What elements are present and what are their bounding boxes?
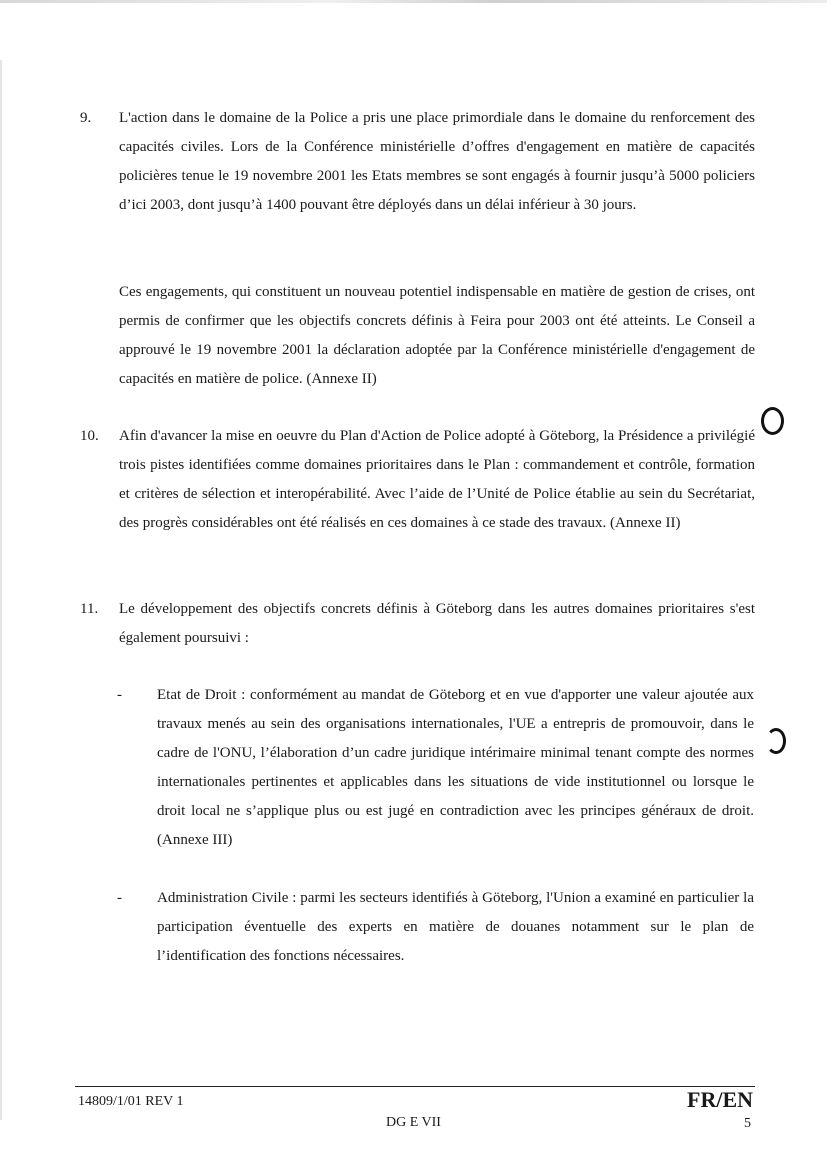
bullet-etat-de-droit-text: Etat de Droit : conformément au mandat de Göteborg et en vue d'apporter une valeur ajoutée aux travaux menés au sein des organisations internationales, l'UE a entrepris de promouvoir, dans le cadre de l'ONU, l’élaboration d’un cadre juridique intérimaire minimal tenant compte des normes internationales pertinentes et applicables dans les situations de vide institutionnel ou lorsque le droit local ne s’applique plus ou est jugé en contradiction avec les principes généraux de droit. (Annexe III) [157, 687, 754, 848]
paragraph-number-10: 10. [80, 428, 99, 444]
bullet-marker-etat-de-droit: - [117, 687, 122, 703]
punch-hole-mark [766, 728, 786, 754]
paragraph-9-continuation-text: Ces engagements, qui constituent un nouveau potentiel indispensable en matière de gestion de crises, ont permis de confirmer que les objectifs concrets définis à Feira pour 2003 ont été atteints. Le Conseil a approuvé le 19 novembre 2001 la déclaration adoptée par la Conférence ministérielle d'engagement de capacités en matière de police. (Annexe II) [119, 284, 755, 387]
paragraph-number-9: 9. [80, 110, 92, 126]
bullet-marker-administration-civile: - [117, 890, 122, 906]
footer-page-number: 5 [744, 1116, 751, 1131]
footer-language: FR/EN [687, 1087, 753, 1112]
footer-rule [75, 1086, 755, 1087]
paragraph-number-11: 11. [80, 601, 99, 617]
footer-doc-ref: 14809/1/01 REV 1 [78, 1094, 184, 1109]
scan-edge-left [0, 60, 2, 1120]
scan-edge-top [0, 0, 827, 3]
paragraph-10-text: Afin d'avancer la mise en oeuvre du Plan d'Action de Police adopté à Göteborg, la Présidence a privilégié trois pistes identifiées comme domaines prioritaires dans le Plan : commandement et contrôle, formation et critères de sélection et interopérabilité. Avec l’aide de l’Unité de Police établie au sein du Secrétariat, des progrès considérables ont été réalisés en ces domaines à ce stade des travaux. (Annexe II) [119, 428, 755, 531]
bullet-administration-civile-text: Administration Civile : parmi les secteurs identifiés à Göteborg, l'Union a examiné en particulier la participation éventuelle des experts en matière de douanes notamment sur le plan de l’identification des fonctions nécessaires. [157, 890, 754, 964]
footer-dg: DG E VII [386, 1115, 441, 1130]
paragraph-9-text: L'action dans le domaine de la Police a pris une place primordiale dans le domaine du renforcement des capacités civiles. Lors de la Conférence ministérielle d’offres d'engagement en matière de capacités policières tenue le 19 novembre 2001 les Etats membres se sont engagés à fournir jusqu’à 5000 policiers d’ici 2003, dont jusqu’à 1400 pouvant être déployés dans un délai inférieur à 30 jours. [119, 110, 755, 213]
punch-hole-mark [761, 407, 784, 435]
paragraph-11-text: Le développement des objectifs concrets définis à Göteborg dans les autres domaines prioritaires s'est également poursuivi : [119, 601, 755, 646]
